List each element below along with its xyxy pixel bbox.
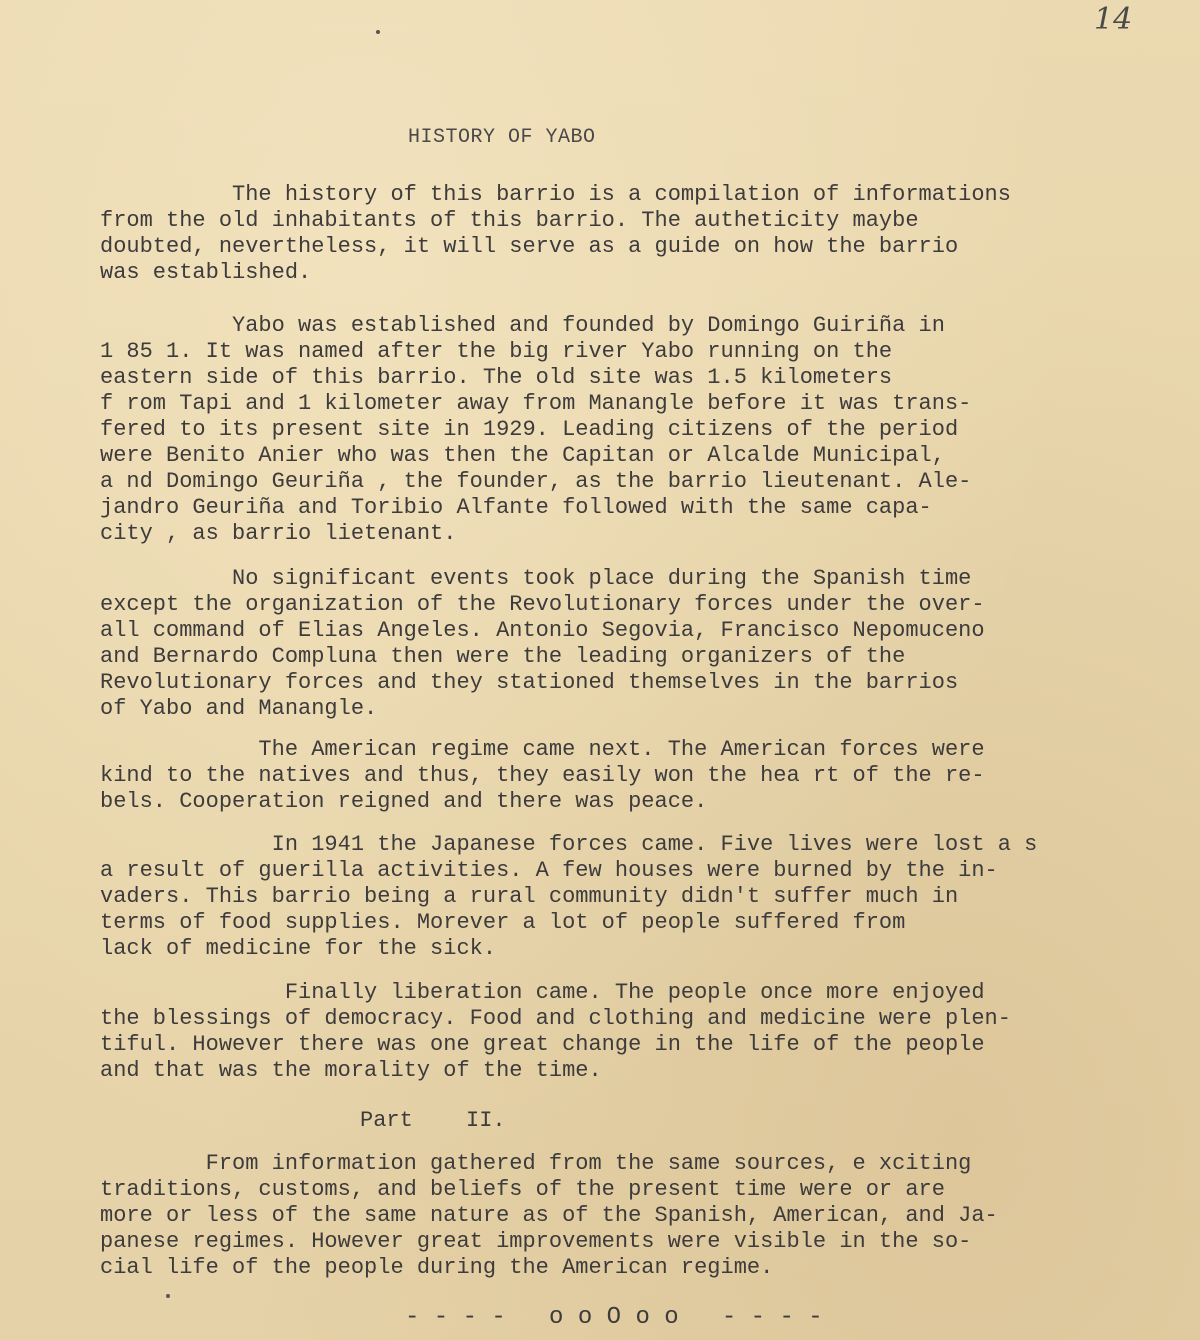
paragraph-founding: Yabo was established and founded by Domingo Guiriña in 1 85 1. It was named after the big river Yabo running on the eastern side of this barrio. The old site was 1.5 kilometers f rom Tapi and 1 kilometer away from Manangle before it was trans- fered to its present site in 1929. Leading citizens of the period were Benito Anier who was then the Capitan or Alcalde Municipal, a nd Domingo Geuriña , the founder, as the barrio lieutenant. Ale- jandro Geuriña and Toribio Alfante followed with the same capa- city , as barrio lietenant.: [100, 313, 972, 546]
paragraph-japanese-occupation: In 1941 the Japanese forces came. Five lives were lost a s a result of guerilla activities. A few houses were burned by the in- vaders. This barrio being a rural community didn't suffer much in terms of food supplies. Morever a lot of people suffered from lack of medicine for the sick.: [100, 832, 1038, 961]
paragraph-american-regime: The American regime came next. The American forces were kind to the natives and thus, they easily won the hea rt of the re- bels. Cooperation reigned and there was peace.: [100, 737, 985, 814]
part-heading: Part II.: [360, 1108, 506, 1133]
paragraph-traditions: From information gathered from the same sources, e xciting traditions, customs, and beliefs of the present time were or are more or less of the same nature as of the Spanish, American, and Ja- panese regimes. However great improvements were visible in the so- cial life of the people during the American regime.: [100, 1151, 998, 1280]
ink-speck: [166, 1294, 170, 1298]
ink-speck: [376, 30, 380, 34]
paragraph-liberation: Finally liberation came. The people once more enjoyed the blessings of democracy. Food and clothing and medicine were plen- tiful. However there was one great change in the life of the people and that was the morality of the time.: [100, 980, 1011, 1083]
paragraph-spanish-time: No significant events took place during the Spanish time except the organization of the Revolutionary forces under the over- all command of Elias Angeles. Antonio Segovia, Francisco Nepomuceno and Bernardo Compluna then were the leading organizers of the Revolutionary forces and they stationed themselves in the barrios of Yabo and Manangle.: [100, 566, 985, 721]
page-number: 14: [1094, 2, 1133, 37]
document-title: HISTORY OF YABO: [408, 126, 596, 149]
paragraph-introduction: The history of this barrio is a compilation of informations from the old inhabitants of this barrio. The autheticity maybe doubted, nevertheless, it will serve as a guide on how the barrio was established.: [100, 182, 1011, 285]
end-separator: - - - - o o O o o - - - -: [405, 1304, 823, 1331]
